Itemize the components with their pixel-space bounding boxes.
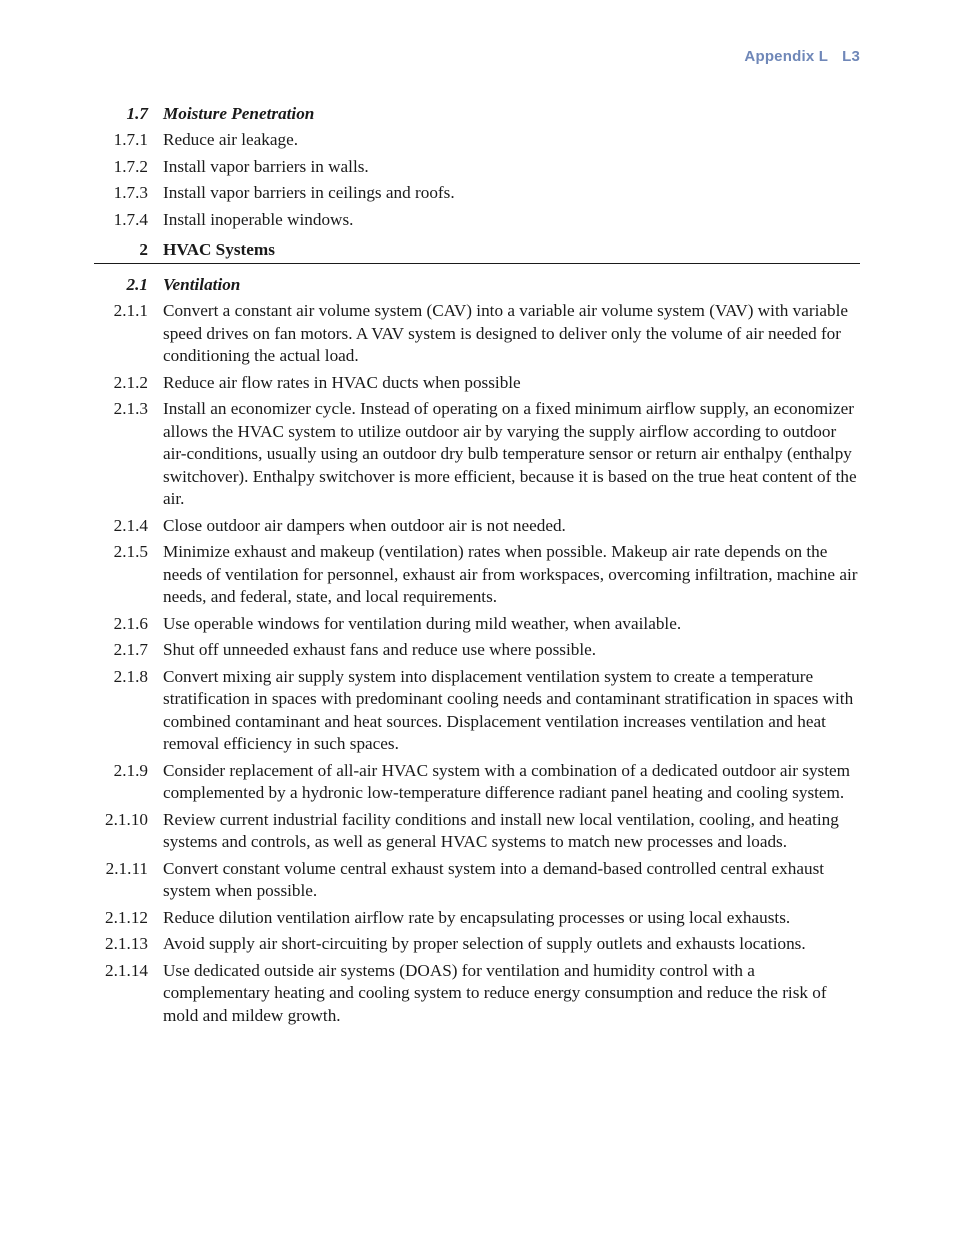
list-item <box>94 613 860 636</box>
item-text: Use operable windows for ventilation during mild weather, when available. <box>163 613 682 633</box>
list-item <box>94 907 860 930</box>
item-text: Convert constant volume central exhaust system into a demand-based controlled central exhaust system when possible. <box>163 858 825 901</box>
item-text: Install inoperable windows. <box>163 209 354 229</box>
item-text: Reduce air flow rates in HVAC ducts when possible <box>163 372 521 392</box>
list-item <box>94 541 860 609</box>
item-number: 1.7.4 <box>113 209 148 229</box>
item-text: Install an economizer cycle. Instead of operating on a fixed minimum airflow supply, an economizer allows the HVAC system to utilize outdoor air by varying the supply airflow according to outdoor air-conditions, usually using an outdoor dry bulb temperature sensor or return air enthalpy (enthalpy switchover). Enthalpy switchover is more efficient, because it is based on the true heat content of the air. <box>163 399 857 509</box>
item-text: Reduce air leakage. <box>163 130 299 150</box>
subsection-heading <box>94 103 860 126</box>
item-text: Convert a constant air volume system (CAV) into a variable air volume system (VAV) with variable speed drives on fan motors. A VAV system is designed to deliver only the volume of air needed for conditioning the actual load. <box>163 301 848 366</box>
item-number: 2.1.8 <box>113 666 148 686</box>
list-item <box>94 209 860 232</box>
item-text: Use dedicated outside air systems (DOAS) for ventilation and humidity control with a complementary heating and cooling system to reduce energy consumption and reduce the risk of mold and mildew growth. <box>163 960 827 1025</box>
item-text: Reduce dilution ventilation airflow rate by encapsulating processes or using local exhausts. <box>163 907 791 927</box>
list-item <box>94 156 860 179</box>
item-text: HVAC Systems <box>163 240 275 260</box>
list-item <box>94 933 860 956</box>
item-number: 2.1 <box>126 274 148 294</box>
list-item <box>94 515 860 538</box>
list-item <box>94 182 860 205</box>
item-number: 2.1.9 <box>113 760 148 780</box>
item-text: Install vapor barriers in ceilings and roofs. <box>163 183 455 203</box>
item-text: Convert mixing air supply system into displacement ventilation system to create a temperature stratification in spaces with predominant cooling needs and contaminant stratification in spaces with combined contaminant and heat sources. Displacement ventilation increases ventilation and heat removal efficiency in such spaces. <box>163 666 854 754</box>
item-number: 1.7.2 <box>113 156 148 176</box>
page-number: L3 <box>842 48 860 65</box>
subsection-heading <box>94 274 860 297</box>
running-head-label: Appendix L <box>744 48 829 65</box>
item-number: 1.7 <box>126 104 148 123</box>
item-text: Consider replacement of all-air HVAC system with a combination of a dedicated outdoor air system complemented by a hydronic low-temperature difference radiant panel heating and cooling system. <box>163 760 851 803</box>
item-number: 2.1.12 <box>105 907 148 927</box>
item-number: 2.1.4 <box>113 515 148 535</box>
item-number: 2.1.11 <box>105 858 148 878</box>
item-number: 2.1.1 <box>113 301 148 321</box>
item-number: 2.1.6 <box>113 613 148 633</box>
list-item <box>94 960 860 1028</box>
list-item <box>94 300 860 368</box>
list-item <box>94 372 860 395</box>
item-number: 2.1.3 <box>113 399 148 419</box>
list-item <box>94 129 860 152</box>
item-number: 2.1.2 <box>113 372 148 392</box>
item-text: Review current industrial facility conditions and install new local ventilation, cooling, and heating systems and controls, as well as general HVAC systems to match new processes and loads. <box>163 809 839 852</box>
item-text: Ventilation <box>163 274 241 294</box>
list-item <box>94 639 860 662</box>
list-item <box>94 760 860 805</box>
item-number: 1.7.3 <box>113 183 148 203</box>
item-text: Minimize exhaust and makeup (ventilation) rates when possible. Makeup air rate depends on the needs of ventilation for personnel, exhaust air from workspaces, overcoming infiltration, machine air needs, and federal, state, and local requirements. <box>163 542 858 607</box>
item-number: 2.1.10 <box>105 809 148 829</box>
item-text: Moisture Penetration <box>163 104 315 123</box>
document-body <box>94 103 860 1031</box>
item-text: Shut off unneeded exhaust fans and reduce use where possible. <box>163 640 597 660</box>
list-item <box>94 858 860 903</box>
item-text: Close outdoor air dampers when outdoor air is not needed. <box>163 515 566 535</box>
item-text: Avoid supply air short-circuiting by proper selection of supply outlets and exhausts locations. <box>163 934 806 954</box>
item-number: 2 <box>139 240 148 260</box>
item-number: 1.7.1 <box>113 130 148 150</box>
item-number: 2.1.14 <box>105 960 148 980</box>
item-text: Install vapor barriers in walls. <box>163 156 369 176</box>
list-item <box>94 398 860 511</box>
running-head <box>744 48 860 65</box>
section-heading <box>94 239 860 264</box>
list-item <box>94 666 860 756</box>
list-item <box>94 809 860 854</box>
item-number: 2.1.7 <box>113 640 148 660</box>
item-number: 2.1.5 <box>113 542 148 562</box>
item-number: 2.1.13 <box>105 934 148 954</box>
